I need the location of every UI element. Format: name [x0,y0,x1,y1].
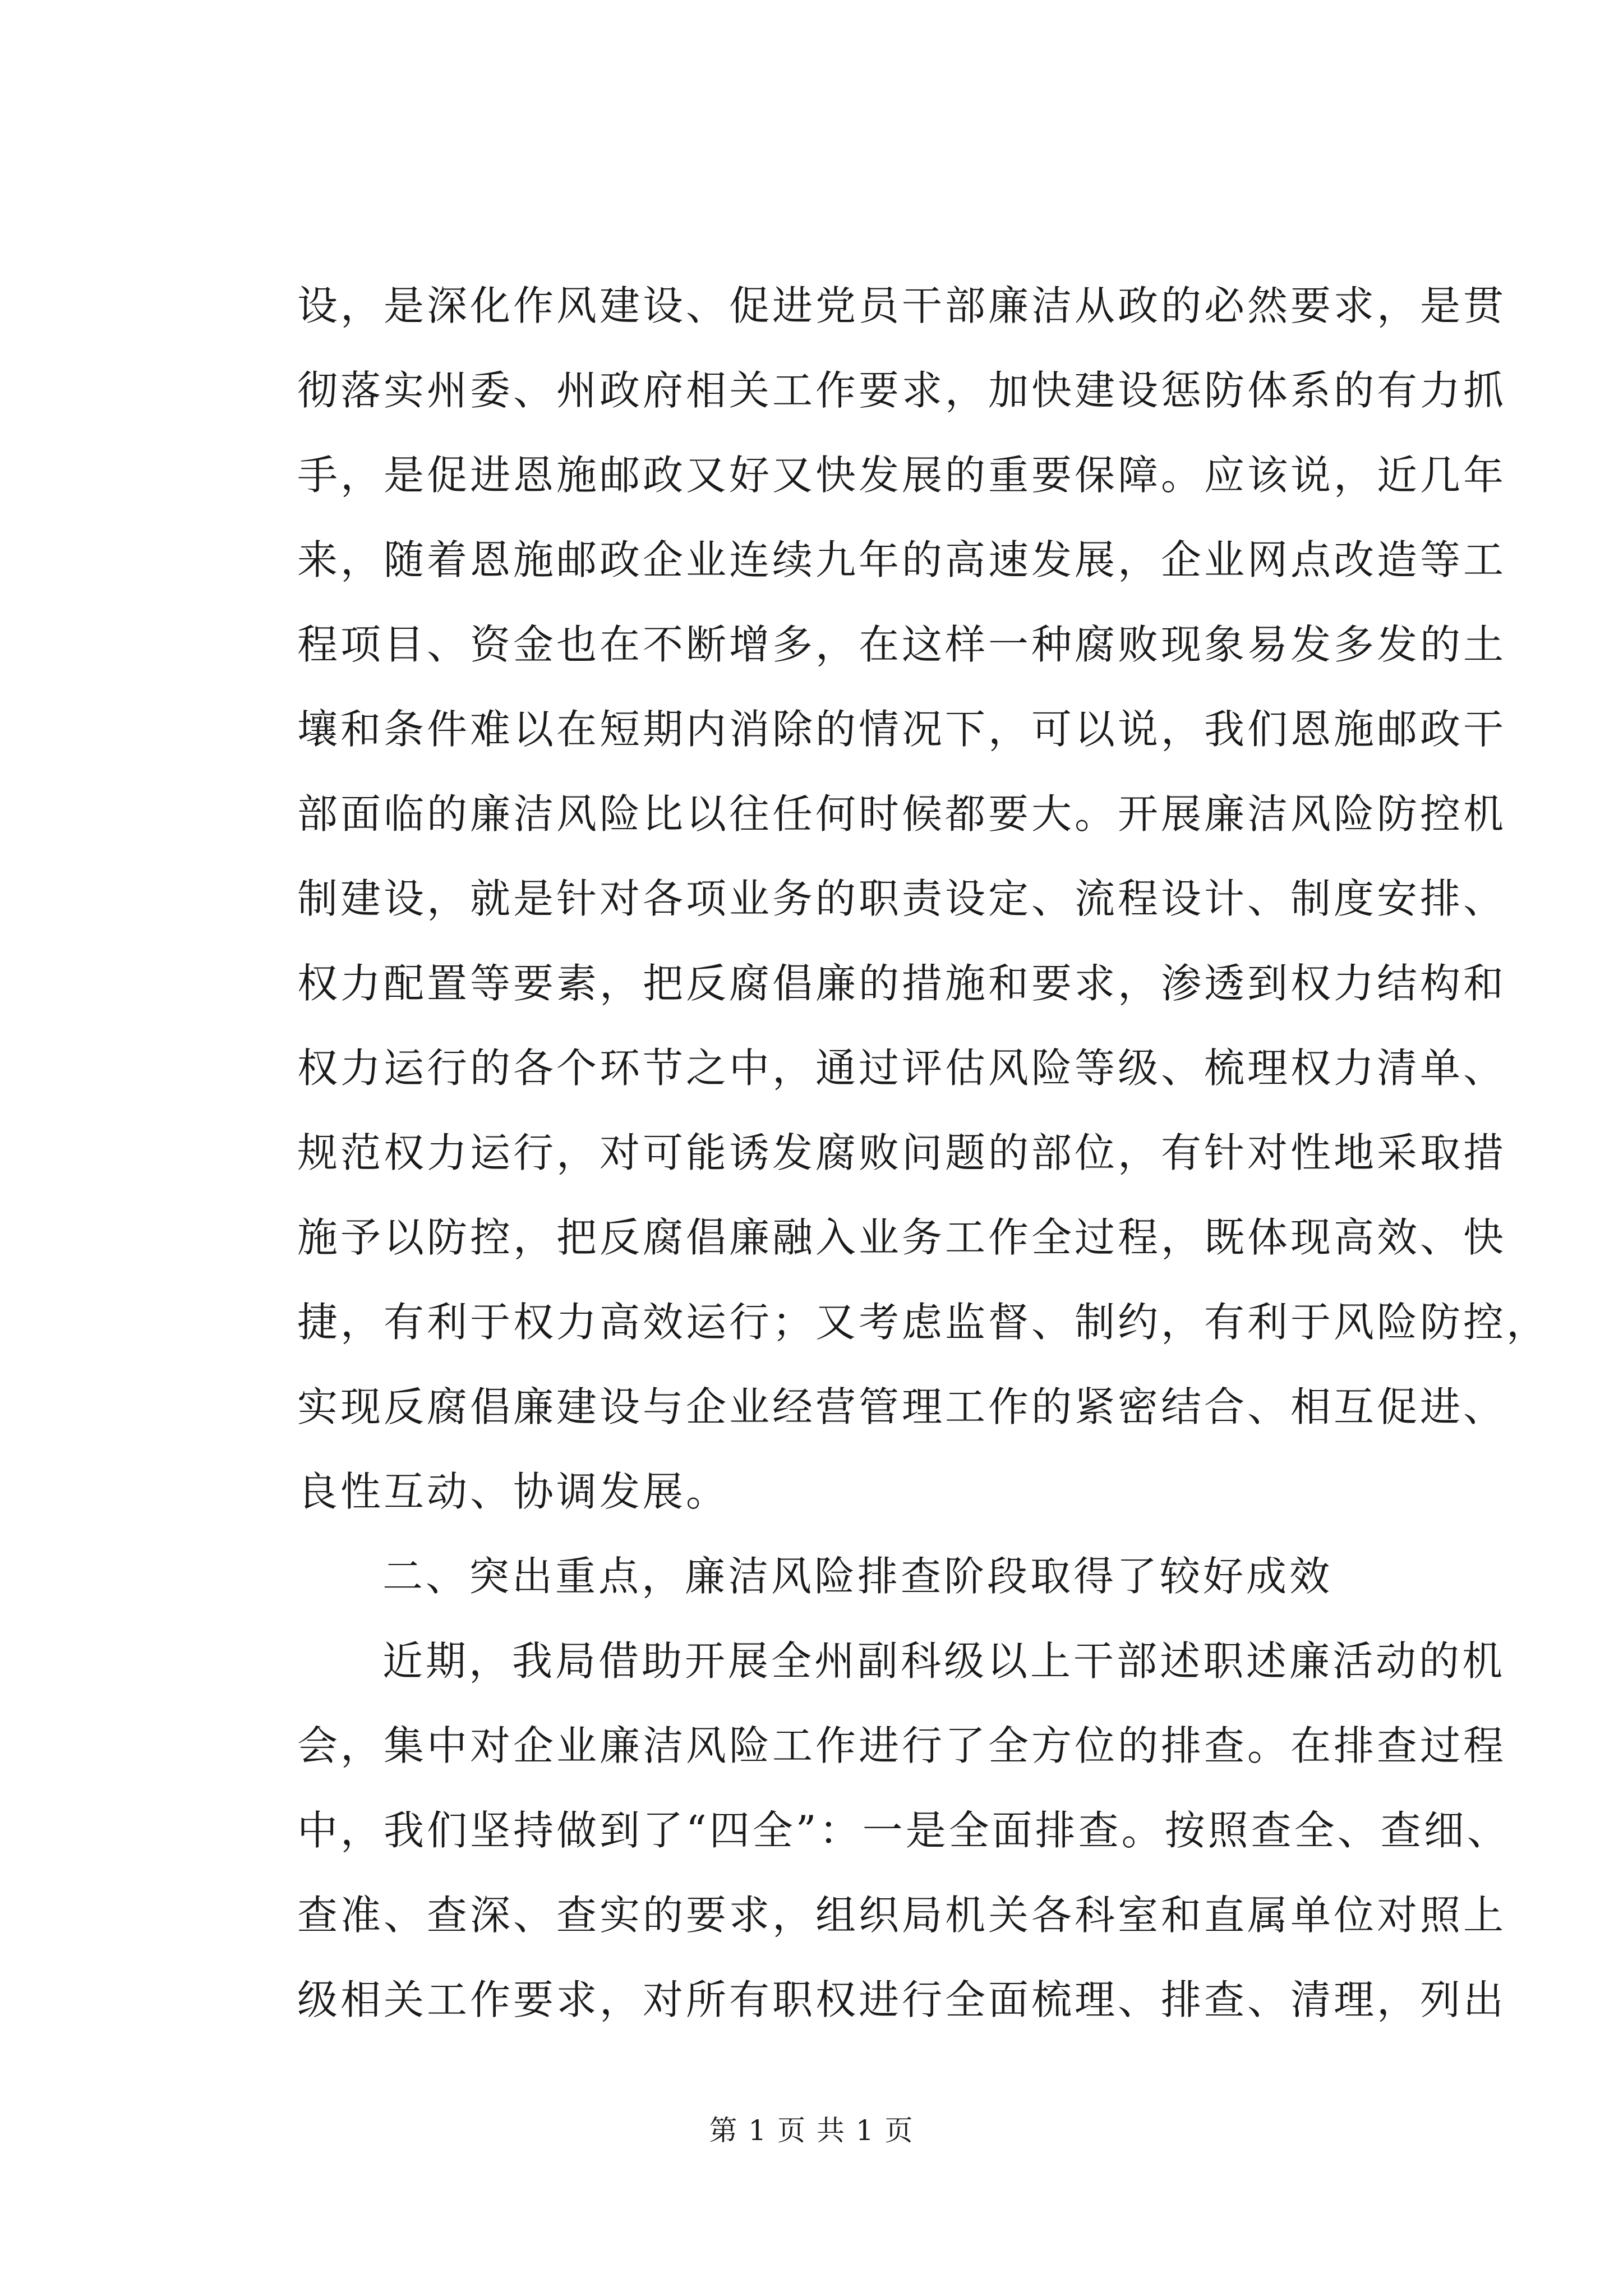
text-line: 彻落实州委、州政府相关工作要求，加快建设惩防体系的有力抓 [297,367,1507,414]
text-line: 会，集中对企业廉洁风险工作进行了全方位的排查。在排查过程 [297,1722,1507,1769]
section-heading: 二、突出重点，廉洁风险排查阶段取得了较好成效 [382,1553,1333,1600]
text-line: 设，是深化作风建设、促进党员干部廉洁从政的必然要求，是贯 [297,282,1507,329]
text-line: 来，随着恩施邮政企业连续九年的高速发展，企业网点改造等工 [297,536,1507,583]
text-line: 查准、查深、查实的要求，组织局机关各科室和直属单位对照上 [297,1892,1507,1939]
text-line: 规范权力运行，对可能诱发腐败问题的部位，有针对性地采取措 [297,1129,1507,1176]
text-line: 手，是促进恩施邮政又好又快发展的重要保障。应该说，近几年 [297,452,1507,499]
text-line: 施予以防控，把反腐倡廉融入业务工作全过程，既体现高效、快 [297,1214,1507,1261]
text-line: 捷，有利于权力高效运行；又考虑监督、制约，有利于风险防控， [297,1299,1550,1346]
text-line: 程项目、资金也在不断增多，在这样一种腐败现象易发多发的土 [297,621,1507,668]
text-line: 良性互动、协调发展。 [297,1468,730,1515]
text-line: 权力配置等要素，把反腐倡廉的措施和要求，渗透到权力结构和 [297,960,1507,1007]
text-line: 中，我们坚持做到了“四全”：一是全面排查。按照查全、查细、 [297,1807,1510,1854]
text-line: 近期，我局借助开展全州副科级以上干部述职述廉活动的机 [382,1637,1506,1685]
body-text [297,264,1550,2042]
text-line: 权力运行的各个环节之中，通过评估风险等级、梳理权力清单、 [297,1045,1507,1092]
text-line: 实现反腐倡廉建设与企业经营管理工作的紧密结合、相互促进、 [297,1383,1507,1430]
page-number-footer: 第 1 页 共 1 页 [709,2114,914,2147]
text-line: 壤和条件难以在短期内消除的情况下，可以说，我们恩施邮政干 [297,706,1507,753]
text-line: 级相关工作要求，对所有职权进行全面梳理、排查、清理，列出 [297,1976,1507,2023]
text-line: 制建设，就是针对各项业务的职责设定、流程设计、制度安排、 [297,875,1507,922]
text-line: 部面临的廉洁风险比以往任何时候都要大。开展廉洁风险防控机 [297,790,1507,838]
